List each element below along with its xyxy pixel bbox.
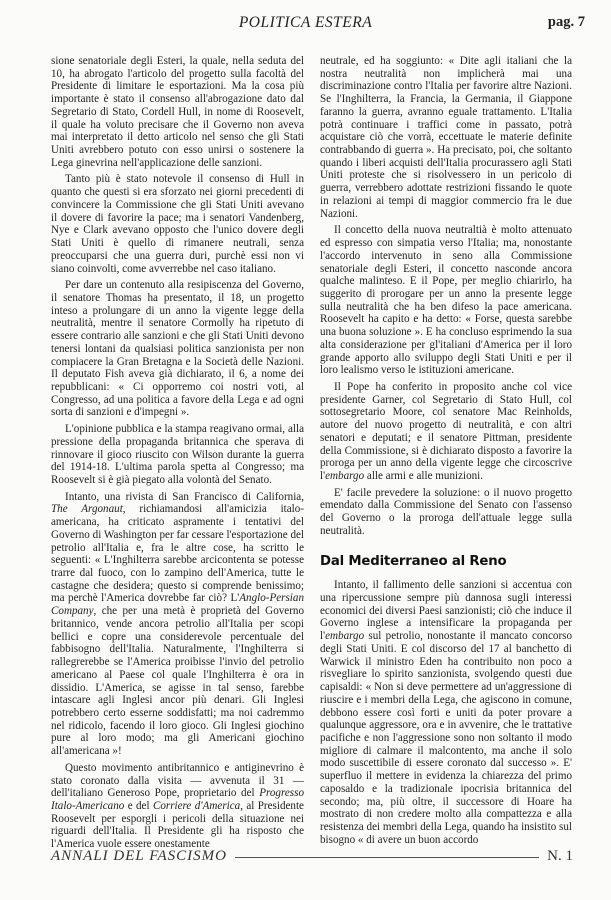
paragraph <box>320 579 572 846</box>
paragraph: L'opinione pubblica e la stampa reagivano ormai, alla pressione della propaganda britannica che sperava di rinnovare il gioco riuscito con Wilson durante la guerra del 1914-18. L'ultima parola spetta al Congresso; ma Roosevelt si è già piegato alla volontà del Senato. <box>51 423 304 486</box>
right-column <box>320 55 572 850</box>
paragraph: neutrale, ed ha soggiunto: « Dite agli italiani che la nostra neutralità non implicherà mai una discriminazione contro l'Italia per favorire altre Nazioni. Se l'Inghilterra, la Francia, la Germania, il Giappone faranno la guerra, avranno eguale trattamento. L'Italia potrà continuare i traffici come in passato, potrà acquistare ciò che vorrà, eccettuate le materie definite contrabbando di guerra ». Ha precisato, poi, che soltanto quando i liberi acquisti dell'Italia procurassero agli Stati Uniti proteste che si risolvessero in un pericolo di guerra, verrebbero adottate restrizioni fissando le quote in relazioni ai tempi di maggior commercio fra le due Nazioni. <box>320 55 572 220</box>
text-run: Questo movimento antibritannico e antiginevrino è stato coronato dalla visita — avvenuta il 31 — dell'italiano Generoso Pope, proprietario del <box>51 761 304 800</box>
page-number: pag. 7 <box>547 14 585 30</box>
paragraph <box>51 762 304 851</box>
paragraph: sione senatoriale degli Esteri, la quale, nella seduta del 10, ha abrogato l'articolo del progetto sulla facoltà del Presidente di limitare le esportazioni. Ma la cosa più importante è stato il consenso all'abrogazione dato dal Segretario di Stato, Cordell Hull, in nome di Roosevelt, il quale ha voluto precisare che il Governo non aveva mai interpretato il detto articolo nel senso che gli Stati Uniti avrebbero potuto con esso unirsi o sostenere la Lega ginevrina nell'applicazione delle sanzioni. <box>51 55 304 169</box>
italic-company-name: Anglo-Persian Company <box>51 592 304 618</box>
italic-term-embargo: embargo <box>325 470 365 482</box>
page-footer <box>51 846 573 866</box>
italic-title-argonaut: The Argonaut <box>51 503 123 516</box>
paragraph <box>320 381 572 483</box>
text-run: sul petrolio, nonostante il mancato concorso degli Stati Uniti. E col discorso del 17 al banchetto di Warwick il ministro Eden ha contribuito non poco a risvegliare lo spirito sanzionista, svolgendo questi due capisaldi: « Non si deve permettere ad un'aggressione di riuscire e i membri della Lega, che agiscono in comune, debbono essere così forti e uniti da poter provare a qualunque aggressore, ora e in avvenire, che le trattative pacifiche e non l'aggressione sono non soltanto il modo migliore di calmare il malcontento, ma anche il solo modo suscettibile di essere coronato dal successo ». E' superfluo il mettere in evidenza la chiarezza del primo caposaldo e la tradizionale ipocrisia britannica del secondo; ma, più oltre, il successore di Hoare ha mostrato di non credere molto alla compattezza e alla resistenza dei membri della Lega, quando ha insistito sul bisogno « di avere un buon accordo <box>320 630 572 846</box>
text-run: Intanto, una rivista di San Francisco di California, <box>65 490 304 503</box>
text-run: , che per una metà è proprietà del Governo britannico, vende ancora petrolio all'Italia per scopi bellici e copre una considerevole percentuale del fabbisogno dell'Italia. Naturalmente, l'Inghilterra si rallegrerebbe se l'America proibisse l'invio del petrolio americano al Paese col quale l'Inghilterra è ora in dissidio. L'America, se agisse in tal senso, farebbe intascare agli Inglesi ancor più denari. Gli Inglesi potrebbero certo esserne soddisfatti; ma noi cadremmo nel ridicolo, facendo il loro gioco. Gli Inglesi giochino pure al loro modo; ma gli Americani giochino all'americana »! <box>51 605 304 758</box>
text-run: e del <box>124 799 153 812</box>
paragraph: Tanto più è stato notevole il consenso di Hull in quanto che questi si era sforzato nei giorni precedenti di convincere la Commissione che gli Stati Uniti avevano il dovere di favorire la pace; ma i senatori Vandenberg, Nye e Clark avevano opposto che l'unico dovere degli Stati Uniti è quello di rimanere neutrali, senza preoccuparsi che una guerra duri, purchè essi non vi siano coinvolti, come avverrebbe nel caso italiano. <box>51 173 304 275</box>
italic-newspaper-name: Corriere d'America <box>152 799 241 812</box>
left-column <box>51 55 304 855</box>
section-heading: Dal Mediterraneo al Reno <box>320 553 507 569</box>
paragraph: Per dare un contenuto alla resipiscenza del Governo, il senatore Thomas ha presentato, il 18, un progetto inteso a prolungare di un anno la vigente legge della neutralità, mentre il senatore Cormolly ha ripetuto di essere contrario alle sanzioni e che gli Stati Uniti devono tenersi lontani da qualsiasi politica sanzionista per non compiacere la Gran Bretagna e la Società delle Nazioni. Il deputato Fish aveva già dichiarato, il 6, a nome dei repubblicani: « Ci opporremo coi nostri voti, al Congresso, ad una politica a favore della Lega e ad ogni sorta di sanzioni e d'impegni ». <box>51 279 304 419</box>
running-header-title: POLITICA ESTERA <box>238 14 373 31</box>
text-run: , richiamandosi all'amicizia italo-americana, ha criticato aspramente i tentativi del Governo di Washington per far cessare l'esportazione del petrolio all'Italia e, fra le altre cose, ha scritto le seguenti: « L'Inghilterra sarebbe arcicontenta se potesse trarre dal fuoco, con lo zampino dell'America, tutte le castagne che desidera; questo si comprende benissimo; ma perchè l'America dovrebbe far ciò? L' <box>51 503 304 605</box>
paragraph: E' facile prevedere la soluzione: o il nuovo progetto emendato dalla Commissione del Senato con l'assenso del Governo o la proroga dell'attuale legge sulla neutralità. <box>320 486 572 537</box>
italic-term-embargo: embargo <box>325 630 365 643</box>
text-run: , al Presidente Roosevelt per esporgli i pericoli della situazione nei riguardi dell'Italia. Il Presidente gli ha risposto che l'America vuole essere onestamente <box>51 799 304 851</box>
text-run: alle armi e alle munizioni. <box>364 470 484 482</box>
footer-issue-number: N. 1 <box>547 847 573 864</box>
paragraph: Il concetto della nuova neutraltià è molto attenuato ed espresso con simpatia verso l'Italia; ma, nonostante l'accordo intervenuto in seno alla Commissione senatoriale degli Esteri, il concetto nasconde ancora qualche malinteso. E il Pope, per meglio chiarirlo, ha suggerito di prorogare per un anno la presente legge sulla neutralità che ha ben difeso la pace americana. Roosevelt ha capito e ha detto: « Forse, questa sarebbe una buona soluzione ». E ha concluso esprimendo la sua alta considerazione per gl'italiani d'America per il loro grande apporto allo sviluppo degli Stati Uniti e per il loro lealismo verso le istituzioni americane. <box>320 224 572 377</box>
italic-newspaper-name: Progresso Italo-Americano <box>51 787 304 812</box>
footer-publication-title: ANNALI DEL FASCISMO <box>51 847 227 864</box>
text-run: Il Pope ha conferito in proposito anche col vice presidente Garner, col Segretario di Stato Hull, col sottosegretario Moore, col senatore Mac Reinholds, autore del nuovo progetto di neutralità, e con altri senatori e deputati; e il senatore Pittman, presidente della Commissione, si è dichiarato disposto a favorire la proroga per un anno della vigente legge che circoscrive l' <box>320 380 572 482</box>
paragraph <box>51 491 304 758</box>
text-run: Intanto, il fallimento delle sanzioni si accentua con una ripercussione sempre più dannosa sugli interessi economici dei diversi Paesi sanzionisti; ciò che induce il Governo inglese a intensificare la propaganda per l' <box>320 579 572 643</box>
footer-rule-divider <box>235 857 539 858</box>
